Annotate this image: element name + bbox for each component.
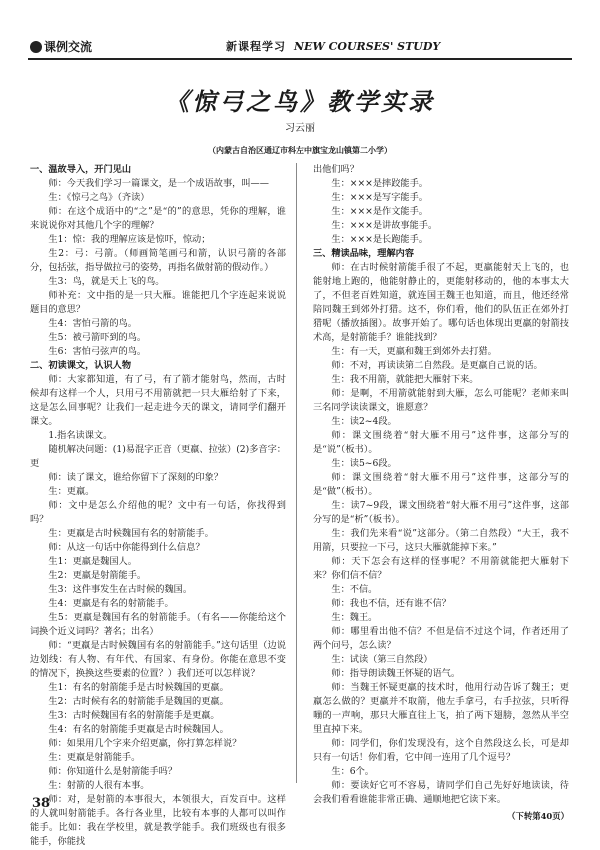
paragraph: 师：从这一句话中你能得到什么信息？ [48,542,205,553]
paragraph: 生：读7~9段，课文围绕着“射大雁不用弓”这件事，这部分写的是“析”（板书）。 [313,500,569,525]
paragraph: 师：文中是怎么介绍他的呢？文中有一句话，你找得到吗？ [30,500,286,525]
paragraph: 师：大家都知道，有了弓，有了箭才能射鸟，然而，古时候却有这样一个人，只用弓不用箭就把一只大雁给射了下来，这是怎么回事呢？让我们一起走进今天的课文，请同学们翻开课文。 [30,374,286,427]
article-title: 《惊弓之鸟》教学实录 [165,87,435,116]
paragraph: 师：你知道什么是射箭能手吗？ [48,766,178,777]
article-author: 习云丽 [285,123,315,134]
paragraph: 生3：鸟，就是天上飞的鸟。 [48,276,165,287]
paragraph: 生1：更羸是魏国人。 [48,556,137,567]
paragraph: 生4：有名的射箭能手更羸是古时候魏国人。 [48,724,229,735]
paragraph: 师：在古时候射箭能手很了不起，更羸能射天上飞的，也能射地上跑的，他能射静止的，更能射移动的，他的本事太大了，不但老百姓知道，就连国王魏王也知道，而且，他还经常陪同魏王到郊外打猎。这不，你们看，他们的队伍正在郊外打猎呢（播放插图）。故事开始了。哪句话也体现出更羸的射箭技术高，是射箭能手？谁能找到？ [313,262,569,343]
author-affiliation: （内蒙古自治区通辽市科左中旗宝龙山镇第二小学） [208,145,392,155]
paragraph: 师：是啊，不用箭就能射到大雁，怎么可能呢？老师来叫三名同学读读课文，谁愿意？ [313,388,569,413]
paragraph: 出他们吗？ [313,164,359,175]
paragraph: 生：射箭的人很有本事。 [48,780,150,791]
paragraph: 生：×××是写字能手。 [331,192,428,203]
paragraph: 生：试读（第三自然段） [331,654,433,665]
paragraph: 生：我们先来看“说”这部分。（第二自然段）“大王，我不用箭，只要拉一下弓，这只大雁就能掉下来。” [313,528,569,553]
paragraph: 师：天下怎会有这样的怪事呢？不用箭就能把大雁射下来？你们信不信？ [313,556,569,581]
paragraph: 生：读2~4段。 [331,416,397,427]
paragraph: 师：对，是射箭的本事很大，本领很大，百发百中。这样的人就叫射箭能手。各行各业里，比较有本事的人都可以叫作能手。比如：我在学校里，就是教学能手。我们班级也有很多能手，你能找 [30,794,286,847]
journal-name-cn: 新课程学习 [226,40,286,53]
paragraph: 生2：弓：弓箭。（师画简笔画弓和箭，认识弓箭的各部分，包括弦，指导做拉弓的姿势，再指名做射箭的假动作。） [30,248,286,273]
paragraph: 师：当魏王怀疑更羸的技术时，他用行动告诉了魏王；更羸怎么做的？更羸并不取箭，他左手拿弓，右手拉弦，只听得嘣的一声响，那只大雁直往上飞，拍了两下翅膀，忽然从半空里直掉下来。 [313,682,569,735]
paragraph: 随机解决问题：(1)易混字正音（更羸、拉弦）(2)多音字：更 [30,444,286,469]
paragraph: 生：有一天，更羸和魏王到郊外去打猎。 [331,346,497,357]
paragraph: 师：要读好它可不容易，请同学们自己先好好地读读，待会我们看看谁能非常正确、通顺地把它读下来。 [313,780,569,805]
paragraph: 师：读了课文，谁给你留下了深刻的印象？ [48,472,223,483]
paragraph: 生2：古时候有名的射箭能手是魏国的更羸。 [48,696,229,707]
paragraph: 生：更羸。 [48,486,95,497]
paragraph: 生：×××是摔跤能手。 [331,178,428,189]
paragraph: 生1：有名的射箭能手是古时候魏国的更羸。 [48,682,229,693]
paragraph: 师：课文围绕着“射大雁不用弓”这件事，这部分写的是“说”（板书）。 [313,430,569,455]
paragraph: 生1：惊：我的理解应该是惊吓，惊动； [48,234,211,245]
right-column [313,163,569,823]
paragraph: 生：更羸是古时候魏国有名的射箭能手。 [48,528,214,539]
paragraph: 生：魏王。 [331,612,378,623]
paragraph: 生5：更羸是魏国有名的射箭能手。（有名——你能给这个词换个近义词吗？著名；出名） [30,612,286,637]
paragraph: 1.指名读课文。 [48,430,113,441]
page-header [28,36,572,60]
column-label: 课例交流 [30,38,92,55]
column-divider [296,163,297,783]
continued-note: （下转第40页） [507,811,569,821]
paragraph: 师：哪里看出他不信？不但是信不过这个词，作者还用了两个问号，怎么读？ [313,626,569,651]
journal-name-en: NEW COURSES' STUDY [294,40,441,53]
section-heading: 二、初读课文，认识人物 [30,360,132,371]
paragraph: 师：在这个成语中的“之”是“的”的意思，凭你的理解，谁来说说你对其他几个字的理解？ [30,206,286,231]
paragraph: 师：“更羸是古时候魏国有名的射箭能手。”这句话里（边说边划线：有人物、有年代、有国家、有身份。你能在意思不变的情况下，换换这些要素的位置？）我们还可以怎样说？ [30,640,286,679]
column-logo-icon [30,41,42,53]
paragraph: 师：指导朗读魏王怀疑的语气。 [331,668,461,679]
paragraph: 生：×××是长跑能手。 [331,234,428,245]
paragraph: 师：我也不信，还有谁不信？ [331,598,451,609]
paragraph: 生3：古时候魏国有名的射箭能手是更羸。 [48,710,220,721]
paragraph: 生2：更羸是射箭能手。 [48,570,147,581]
paragraph: 生4：害怕弓箭的鸟。 [48,318,137,329]
paragraph: 生：读5~6段。 [331,458,397,469]
paragraph: 师补充：文中指的是一只大雁。谁能把几个字连起来说说题目的意思？ [30,290,286,315]
paragraph: 生4：更羸是有名的射箭能手。 [48,598,174,609]
section-heading: 一、温故导入，开门见山 [30,164,132,175]
paragraph: 生3：这件事发生在古时候的魏国。 [48,584,193,595]
left-column [30,163,286,849]
paragraph: 师：如果用几个字来介绍更羸，你打算怎样说？ [48,738,242,749]
paragraph: 师：不对，再读读第二自然段。是更羸自己说的话。 [331,360,543,371]
paragraph: 生5：被弓箭吓到的鸟。 [48,332,147,343]
paragraph: 师：课文围绕着“射大雁不用弓”这件事，这部分写的是“做”（板书）。 [313,472,569,497]
page-number: 38 [32,796,51,811]
paragraph: 生：我不用箭，就能把大雁射下来。 [331,374,479,385]
paragraph: 生：《惊弓之鸟》（齐读） [48,192,150,203]
paragraph: 生：6个。 [331,766,374,777]
paragraph: 师：今天我们学习一篇课文，是一个成语故事，叫—— [48,178,269,189]
paragraph: 师：同学们，你们发现没有，这个自然段这么长，可是却只有一句话！你们看，它中间一连用了几个逗号？ [313,738,569,763]
paragraph: 生：更羸是射箭能手。 [48,752,141,763]
journal-name [226,38,440,54]
paragraph: 生6：害怕弓弦声的鸟。 [48,346,147,357]
paragraph: 生：不信。 [331,584,378,595]
paragraph: 生：×××是作文能手。 [331,206,428,217]
section-heading: 三、精读品味，理解内容 [313,248,415,259]
paragraph: 生：×××是讲故事能手。 [331,220,438,231]
